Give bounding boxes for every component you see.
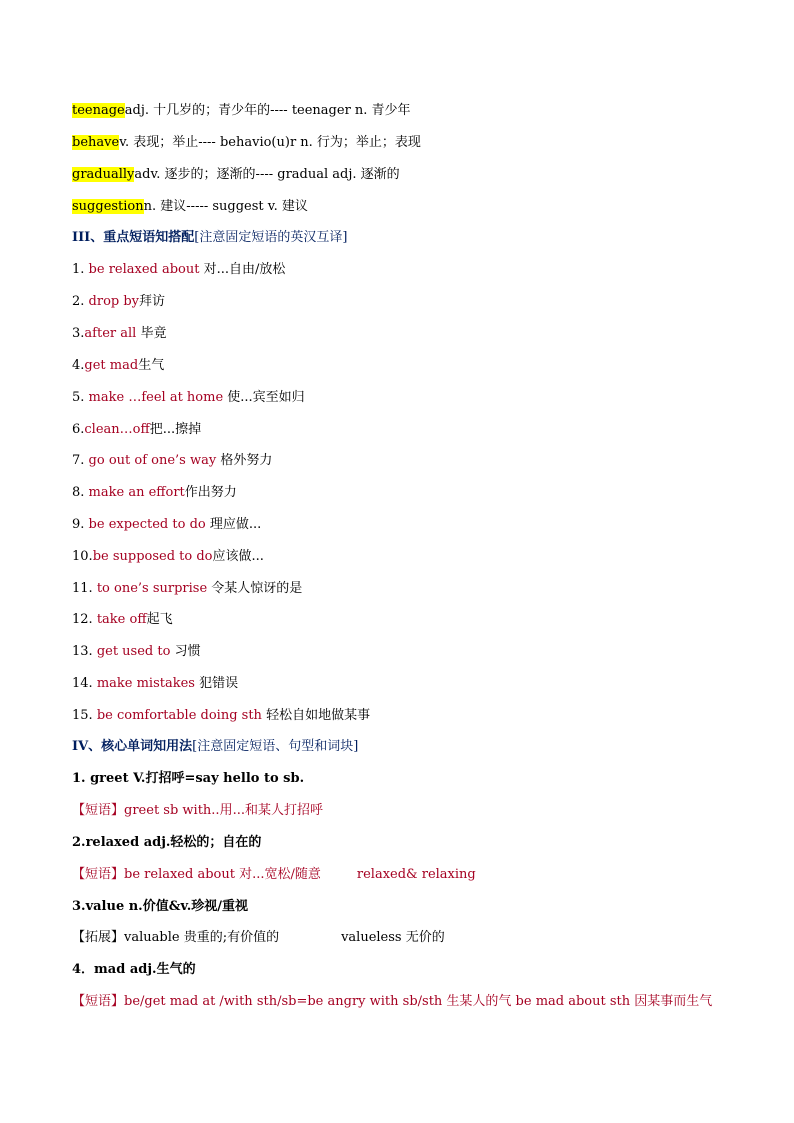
phrase-chinese: 使...宾至如归 [223,390,305,405]
phrase-chinese: 起飞 [146,612,173,627]
phrase-english: drop by [88,294,140,309]
phrase-number: 1. [72,262,89,277]
phrase-english: be supposed to do [92,549,213,564]
phrase-chinese: 作出努力 [184,485,237,500]
phrase-chinese: 对...自由/放松 [199,262,286,277]
usage-title-value: 3.value n.价值&v.珍视/重视 [72,899,248,914]
vocab-word: behave [72,135,120,150]
phrase-english: greet sb with..用...和某人打招呼 [124,803,323,818]
phrase-item [72,357,164,375]
phrase-item [72,325,166,343]
section-heading-phrases [72,229,347,247]
phrase-number: 11. [72,581,97,596]
compare-note: relaxed& relaxing [356,867,476,882]
phrase-english: make …feel at home [88,390,224,405]
phrase-english: be comfortable doing sth [96,708,262,723]
section-heading-note: [注意固定短语、句型和词块] [192,739,359,754]
phrase-english: to one’s surprise [96,581,208,596]
phrase-chinese: 轻松自如地做某事 [261,708,371,723]
vocab-line [72,102,411,120]
phrase-item [72,675,238,693]
section-heading-usage [72,738,358,756]
phrase-item [72,452,272,470]
phrase-chinese: 理应做... [205,517,262,532]
phrase-english: get mad [84,358,139,373]
phrase-english: make an effort [88,485,185,500]
phrase-chinese: 犯错误 [194,676,239,691]
section-heading-text: III、重点短语知搭配 [72,230,195,245]
phrase-english: after all [84,326,137,341]
vocab-definition: v. 表现；举止---- behavio(u)r n. 行为；举止；表现 [119,135,421,150]
phrase-item [72,516,261,534]
usage-phrase-mad [72,993,712,1011]
usage-title-greet: 1. greet V.打招呼=say hello to sb. [72,771,305,786]
phrase-item [72,548,264,566]
phrase-number: 7. [72,453,89,468]
section-heading-text: IV、核心单词知用法 [72,739,193,754]
usage-title-relaxed: 2.relaxed adj.轻松的；自在的 [72,835,262,850]
phrase-number: 13. [72,644,97,659]
phrase-chinese: 习惯 [170,644,201,659]
phrase-chinese: 拜访 [139,294,166,309]
phrase-number: 9. [72,517,89,532]
phrase-number: 5. [72,390,89,405]
tag-label: 【短语】 [72,803,125,818]
phrase-item [72,293,165,311]
phrase-english: make mistakes [96,676,195,691]
phrase-english: be relaxed about [88,262,200,277]
section-heading-note: [注意固定短语的英汉互译] [194,230,348,245]
phrase-number: 8. [72,485,89,500]
vocab-line [72,134,421,152]
phrase-item [72,484,237,502]
phrase-item [72,611,173,629]
phrase-item [72,643,201,661]
phrase-chinese: 格外努力 [216,453,273,468]
usage-phrase-relaxed [72,866,476,884]
phrase-item [72,421,201,439]
phrase-number: 2. [72,294,89,309]
phrase-number: 4. [72,358,85,373]
phrase-number: 6. [72,422,85,437]
phrase-chinese: 毕竟 [136,326,167,341]
phrase-chinese: 生气 [138,358,165,373]
phrase-english: be expected to do [88,517,206,532]
vocab-line [72,198,308,216]
phrase-number: 10. [72,549,93,564]
phrase-english: take off [96,612,147,627]
usage-title-mad: 4．mad adj.生气的 [72,962,196,977]
phrase-item [72,261,285,279]
phrase-chinese: 把...擦掉 [149,422,202,437]
phrase-chinese: 应该做... [212,549,264,564]
phrase-number: 12. [72,612,97,627]
expand-item: valueless 无价的 [341,930,445,945]
phrase-number: 14. [72,676,97,691]
expand-item: valuable 贵重的;有价值的 [124,930,280,945]
phrase-number: 15. [72,708,97,723]
vocab-definition: adj. 十几岁的；青少年的---- teenager n. 青少年 [124,103,411,118]
phrase-item [72,389,305,407]
phrase-english: be relaxed about 对...宽松/随意 [124,867,321,882]
phrase-english: go out of one’s way [88,453,217,468]
phrase-english: clean…off [84,422,150,437]
phrase-english: be/get mad at /with sth/sb=be angry with sb/sth 生某人的气 be mad about sth 因某事而生气 [124,994,713,1009]
phrase-english: get used to [96,644,171,659]
vocab-word: teenage [72,103,125,118]
tag-label: 【短语】 [72,994,125,1009]
phrase-chinese: 令某人惊讶的是 [207,581,303,596]
phrase-item [72,580,302,598]
vocab-line [72,166,400,184]
vocab-definition: n. 建议----- suggest v. 建议 [143,199,308,214]
usage-phrase-greet [72,802,323,820]
tag-label: 【短语】 [72,867,125,882]
tag-label: 【拓展】 [72,930,125,945]
vocab-word: gradually [72,167,135,182]
vocab-word: suggestion [72,199,144,214]
phrase-number: 3. [72,326,85,341]
usage-expand-value [72,929,445,947]
phrase-item [72,707,370,725]
vocab-definition: adv. 逐步的；逐渐的---- gradual adj. 逐渐的 [134,167,400,182]
